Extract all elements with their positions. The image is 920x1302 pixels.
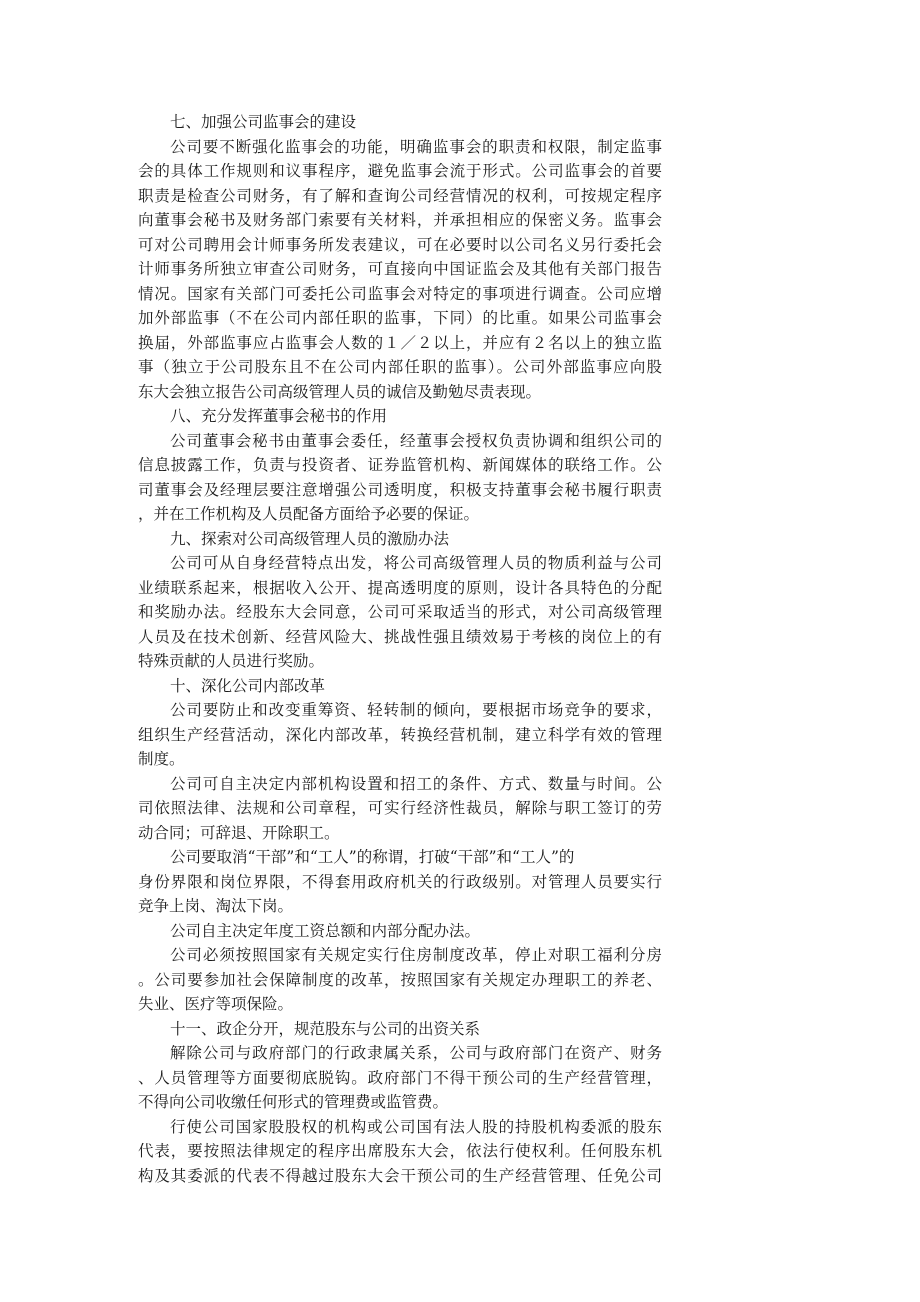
paragraph-line: 。公司要参加社会保障制度的改革，按照国家有关规定办理职工的养老、 bbox=[138, 970, 662, 989]
section-heading-10: 十、深化公司内部改革 bbox=[170, 676, 326, 695]
paragraph-line: 特殊贡献的人员进行奖励。 bbox=[138, 652, 325, 670]
paragraph-line: 失业、医疗等项保险。 bbox=[138, 995, 294, 1013]
paragraph-line: 不得向公司收缴任何形式的管理费或监管费。 bbox=[138, 1093, 449, 1111]
paragraph-line: 、人员管理等方面要彻底脱钩。政府部门不得干预公司的生产经营管理， bbox=[138, 1068, 662, 1087]
paragraph-line: 加外部监事（不在公司内部任职的监事，下同）的比重。如果公司监事会 bbox=[138, 309, 662, 327]
section-heading-9: 九、探索对公司高级管理人员的激励办法 bbox=[170, 529, 450, 548]
paragraph-line: 职责是检查公司财务，有了解和查询公司经营情况的权利，可按规定程序 bbox=[138, 186, 662, 205]
paragraph-line: 东大会独立报告公司高级管理人员的诚信及勤勉尽责表现。 bbox=[138, 382, 542, 401]
paragraph-line: 行使公司国家股股权的机构或公司国有法人股的持股机构委派的股东 bbox=[170, 1117, 662, 1136]
paragraph-line: 人员及在技术创新、经营风险大、挑战性强且绩效易于考核的岗位上的有 bbox=[138, 627, 662, 646]
paragraph-line: 身份界限和岗位界限，不得套用政府机关的行政级别。对管理人员要实行 bbox=[138, 872, 662, 891]
paragraph-line: ，并在工作机构及人员配备方面给予必要的保证。 bbox=[138, 505, 480, 523]
paragraph-line: 制度。 bbox=[138, 750, 185, 768]
paragraph-line: 可对公司聘用会计师事务所发表建议，可在必要时以公司名义另行委托会 bbox=[138, 235, 662, 254]
paragraph-line: 司董事会及经理层要注意增强公司透明度，积极支持董事会秘书履行职责 bbox=[138, 480, 662, 499]
section-heading-11: 十一、政企分开，规范股东与公司的出资关系 bbox=[170, 1019, 481, 1038]
paragraph-line: 公司要不断强化监事会的功能，明确监事会的职责和权限，制定监事 bbox=[170, 137, 662, 156]
paragraph-line: 公司可自主决定内部机构设置和招工的条件、方式、数量与时间。公 bbox=[170, 774, 662, 793]
paragraph-line: 会的具体工作规则和议事程序，避免监事会流于形式。公司监事会的首要 bbox=[138, 162, 662, 180]
paragraph-line: 换届，外部监事应占监事会人数的１／２以上，并应有２名以上的独立监 bbox=[138, 333, 662, 352]
paragraph-line: 计师事务所独立审查公司财务，可直接向中国证监会及其他有关部门报告 bbox=[138, 260, 662, 278]
section-heading-7: 七、加强公司监事会的建设 bbox=[170, 113, 357, 131]
paragraph-line: 事（独立于公司股东且不在公司内部任职的监事）。公司外部监事应向股 bbox=[138, 358, 662, 376]
paragraph-line: 公司要取消“干部”和“工人”的称谓，打破“干部”和“工人”的 bbox=[170, 848, 575, 866]
paragraph-line: 动合同；可辞退、开除职工。 bbox=[138, 823, 340, 842]
paragraph-line: 竞争上岗、淘汰下岗。 bbox=[138, 897, 294, 915]
paragraph-line: 公司董事会秘书由董事会委任，经董事会授权负责协调和组织公司的 bbox=[170, 431, 662, 450]
paragraph-line: 公司可从自身经营特点出发，将公司高级管理人员的物质利益与公司 bbox=[170, 554, 662, 572]
paragraph-line: 向董事会秘书及财务部门索要有关材料，并承担相应的保密义务。监事会 bbox=[138, 211, 662, 229]
paragraph-line: 司依照法律、法规和公司章程，可实行经济性裁员，解除与职工签订的劳 bbox=[138, 799, 662, 817]
paragraph-line: 和奖励办法。经股东大会同意，公司可采取适当的形式，对公司高级管理 bbox=[138, 603, 662, 621]
paragraph-line: 公司要防止和改变重筹资、轻转制的倾向，要根据市场竞争的要求， bbox=[170, 701, 662, 719]
paragraph-line: 公司自主决定年度工资总额和内部分配办法。 bbox=[170, 921, 481, 940]
paragraph-line: 情况。国家有关部门可委托公司监事会对特定的事项进行调查。公司应增 bbox=[138, 284, 662, 303]
paragraph-line: 业绩联系起来，根据收入公开、提高透明度的原则，设计各具特色的分配 bbox=[138, 578, 662, 597]
section-heading-8: 八、充分发挥董事会秘书的作用 bbox=[170, 407, 388, 425]
paragraph-line: 构及其委派的代表不得越过股东大会干预公司的生产经营管理、任免公司 bbox=[138, 1166, 662, 1185]
paragraph-line: 组织生产经营活动，深化内部改革，转换经营机制，建立科学有效的管理 bbox=[138, 725, 662, 744]
paragraph-line: 代表，要按照法律规定的程序出席股东大会，依法行使权利。任何股东机 bbox=[138, 1142, 662, 1160]
document-page bbox=[138, 110, 662, 1188]
paragraph-line: 信息披露工作，负责与投资者、证券监管机构、新闻媒体的联络工作。公 bbox=[138, 456, 662, 474]
paragraph-line: 公司必须按照国家有关规定实行住房制度改革，停止对职工福利分房 bbox=[170, 946, 662, 964]
paragraph-line: 解除公司与政府部门的行政隶属关系，公司与政府部门在资产、财务 bbox=[170, 1044, 662, 1062]
